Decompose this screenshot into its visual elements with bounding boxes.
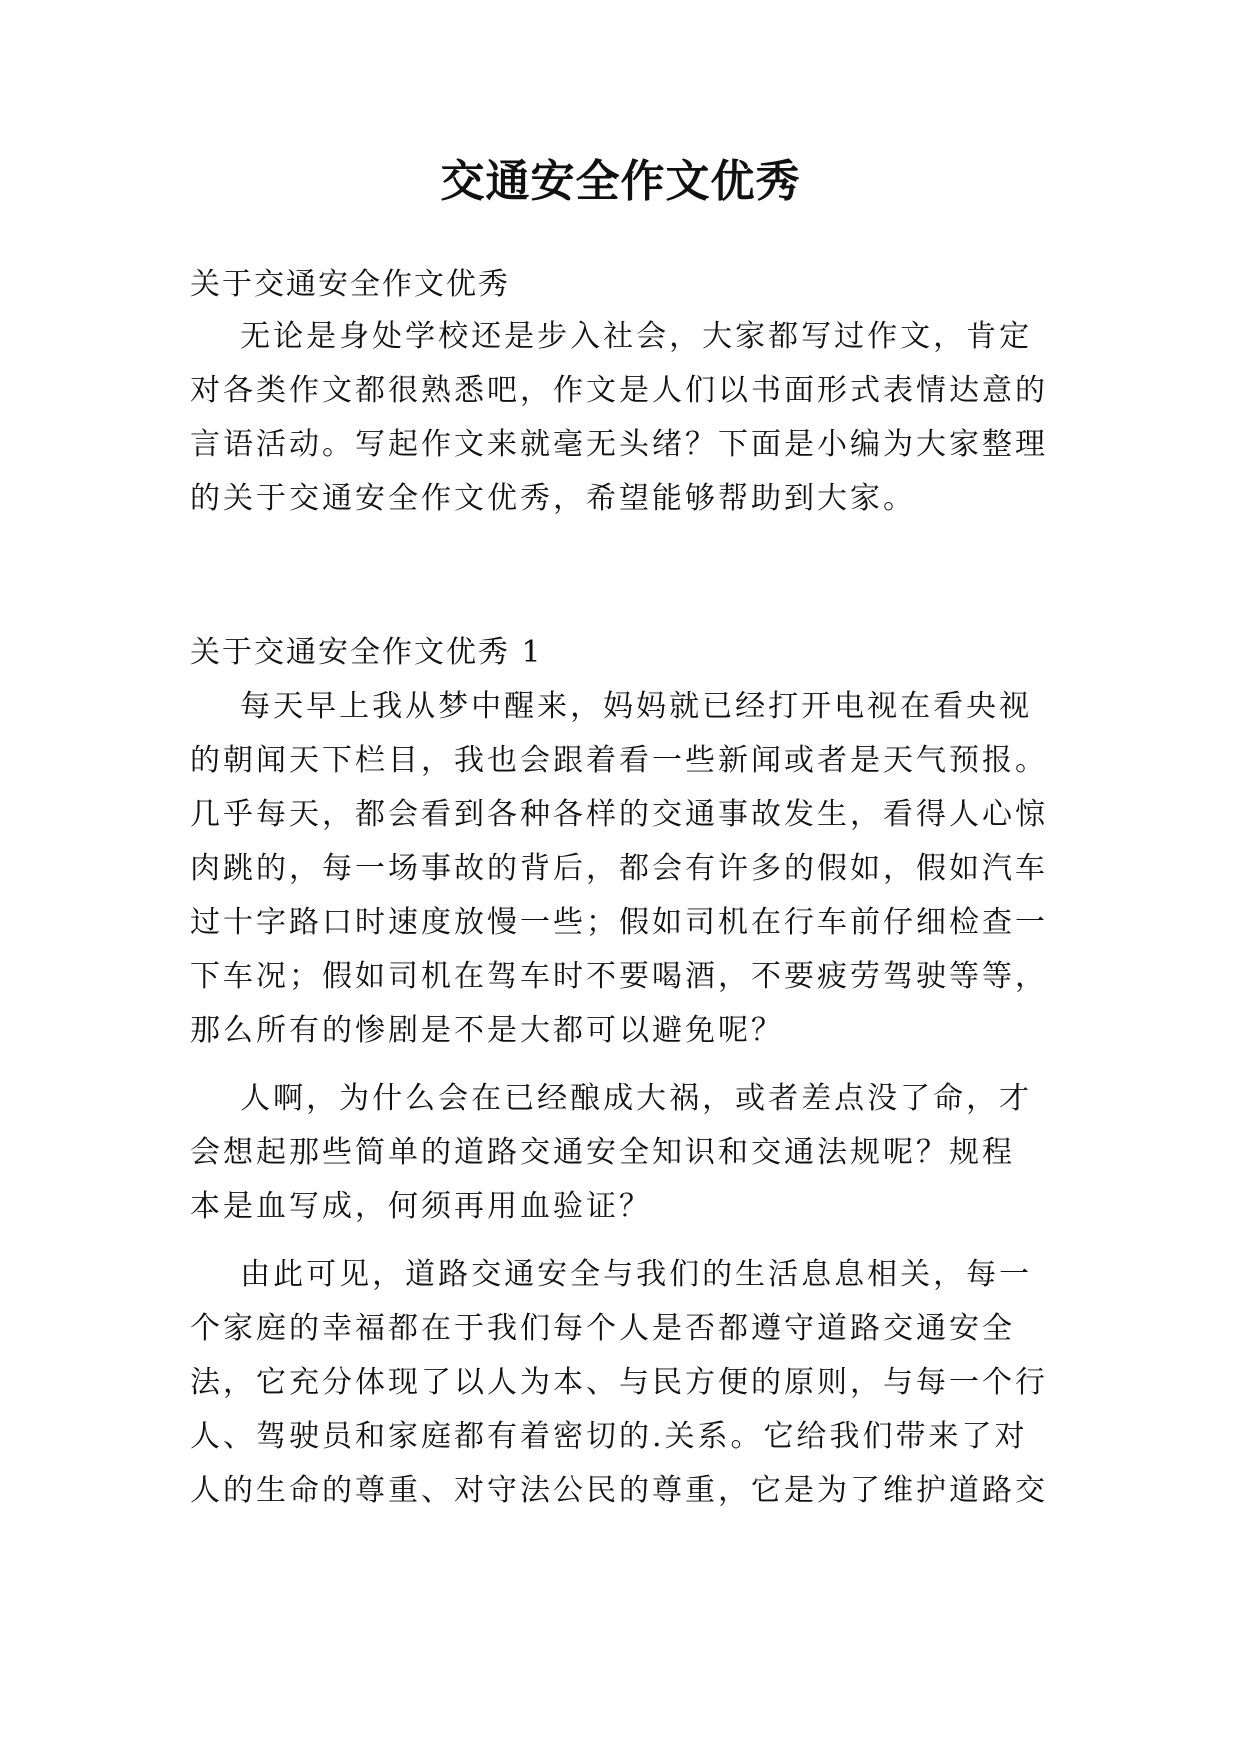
- section1-line: 个家庭的幸福都在于我们每个人是否都遵守道路交通安全: [190, 1311, 1015, 1346]
- section1-line: 肉跳的，每一场事故的背后，都会有许多的假如，假如汽车: [190, 851, 1048, 886]
- section1-line: 过十字路口时速度放慢一些；假如司机在行车前仔细检查一: [190, 905, 1048, 940]
- section1-line: 每天早上我从梦中醒来，妈妈就已经打开电视在看央视: [190, 689, 1033, 724]
- section1-line: 那么所有的惨剧是不是大都可以避免呢？: [190, 1013, 784, 1048]
- section1-line: 几乎每天，都会看到各种各样的交通事故发生，看得人心惊: [190, 797, 1048, 832]
- intro-heading: 关于交通安全作文优秀: [190, 267, 510, 302]
- section1-line: 人、驾驶员和家庭都有着密切的.关系。它给我们带来了对: [190, 1419, 1028, 1454]
- intro-line: 的关于交通安全作文优秀，希望能够帮助到大家。: [190, 481, 916, 516]
- section1-line: 由此可见，道路交通安全与我们的生活息息相关，每一: [190, 1257, 1033, 1292]
- section1-line: 会想起那些简单的道路交通安全知识和交通法规呢？规程: [190, 1135, 1015, 1170]
- section1-line: 法，它充分体现了以人为本、与民方便的原则，与每一个行: [190, 1365, 1048, 1400]
- section1-line: 人啊，为什么会在已经酿成大祸，或者差点没了命，才: [190, 1081, 1033, 1116]
- intro-line: 言语活动。写起作文来就毫无头绪？下面是小编为大家整理: [190, 427, 1048, 462]
- section1-line: 人的生命的尊重、对守法公民的尊重，它是为了维护道路交: [190, 1473, 1048, 1508]
- intro-line: 对各类作文都很熟悉吧，作文是人们以书面形式表情达意的: [190, 373, 1048, 408]
- section1-line: 本是血写成，何须再用血验证？: [190, 1189, 652, 1224]
- document-title: 交通安全作文优秀: [440, 156, 801, 207]
- section1-line: 下车况；假如司机在驾车时不要喝酒，不要疲劳驾驶等等，: [190, 959, 1048, 994]
- section1-line: 的朝闻天下栏目，我也会跟着看一些新闻或者是天气预报。: [190, 743, 1048, 778]
- section1-heading: 关于交通安全作文优秀 1: [190, 635, 543, 670]
- intro-line: 无论是身处学校还是步入社会，大家都写过作文，肯定: [190, 319, 1033, 354]
